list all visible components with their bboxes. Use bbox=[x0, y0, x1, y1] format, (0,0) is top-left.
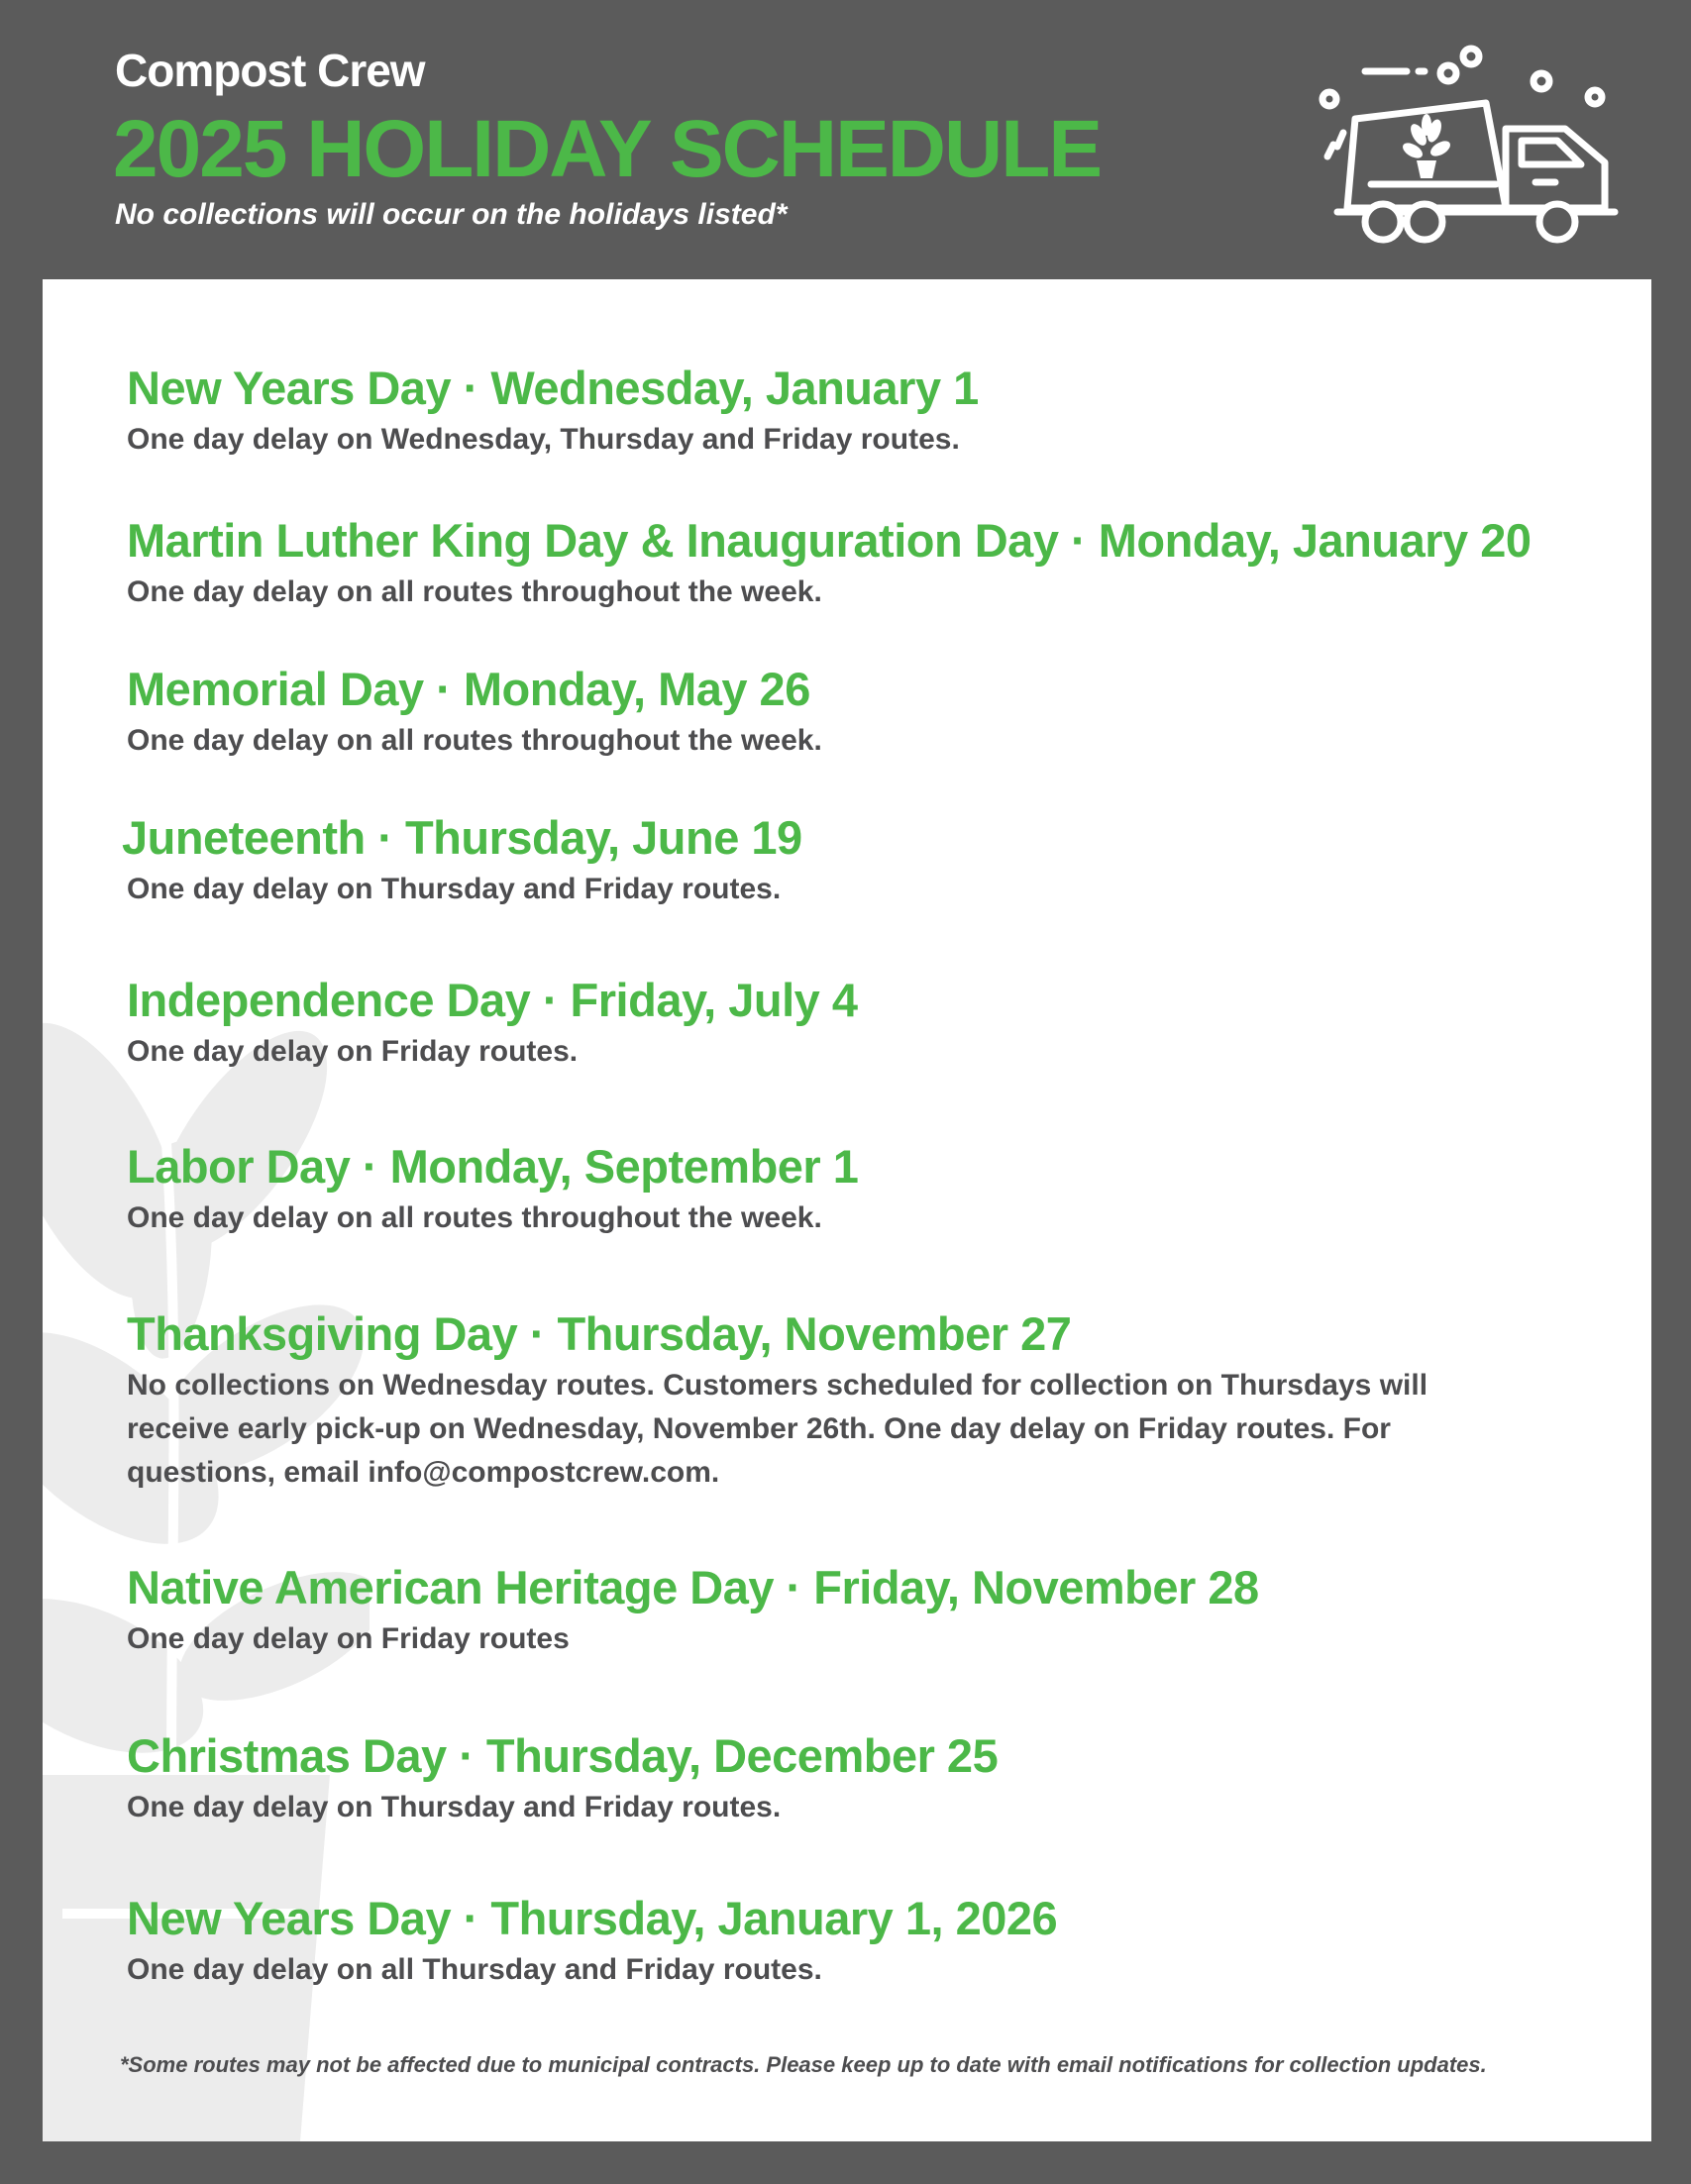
holiday-description: One day delay on all Thursday and Friday routes. bbox=[127, 1953, 822, 1986]
brand-name: Compost Crew bbox=[115, 45, 425, 96]
holiday-description: One day delay on all routes throughout the week. bbox=[127, 575, 822, 608]
holiday-item bbox=[127, 1728, 1613, 1829]
holiday-description: One day delay on Friday routes bbox=[127, 1622, 570, 1655]
holiday-title: Labor Day · Monday, September 1 bbox=[127, 1140, 859, 1193]
holiday-item bbox=[127, 1306, 1613, 1495]
holiday-description: No collections on Wednesday routes. Customers scheduled for collection on Thursdays will receive early pick-up on Wednesday, November 26th. One day delay on Friday routes. For questions, email info@compostcrew.com. bbox=[127, 1369, 1428, 1489]
holiday-title: Native American Heritage Day · Friday, November 28 bbox=[127, 1561, 1259, 1613]
holiday-title: Juneteenth · Thursday, June 19 bbox=[122, 811, 802, 864]
holiday-title: Martin Luther King Day & Inauguration Day · Monday, January 20 bbox=[127, 514, 1532, 567]
header bbox=[0, 0, 1691, 279]
holiday-item bbox=[122, 810, 1608, 911]
holiday-description: One day delay on Wednesday, Thursday and Friday routes. bbox=[127, 423, 960, 456]
holiday-title: New Years Day · Wednesday, January 1 bbox=[127, 362, 979, 414]
holiday-description: One day delay on Thursday and Friday routes. bbox=[127, 873, 782, 905]
holiday-description: One day delay on all routes throughout the week. bbox=[127, 724, 822, 757]
holiday-description: One day delay on Friday routes. bbox=[127, 1035, 579, 1068]
holiday-description: One day delay on Thursday and Friday routes. bbox=[127, 1791, 782, 1823]
holiday-item bbox=[127, 973, 1613, 1074]
holiday-description: One day delay on all routes throughout the week. bbox=[127, 1201, 822, 1234]
compost-truck-icon bbox=[1308, 38, 1625, 258]
page-title: 2025 HOLIDAY SCHEDULE bbox=[113, 104, 1102, 194]
holiday-title: Christmas Day · Thursday, December 25 bbox=[127, 1729, 999, 1782]
holiday-item bbox=[127, 1891, 1613, 1992]
holiday-item bbox=[127, 1139, 1613, 1240]
holiday-item bbox=[127, 1560, 1613, 1661]
holiday-item bbox=[127, 513, 1613, 614]
footnote: *Some routes may not be affected due to municipal contracts. Please keep up to date with email notifications for collection updates. bbox=[120, 2052, 1487, 2077]
holiday-title: Independence Day · Friday, July 4 bbox=[127, 974, 858, 1026]
schedule-panel bbox=[43, 279, 1651, 2141]
holiday-title: Memorial Day · Monday, May 26 bbox=[127, 663, 810, 715]
holiday-title: Thanksgiving Day · Thursday, November 27 bbox=[127, 1307, 1072, 1360]
page-subtitle: No collections will occur on the holidays listed* bbox=[115, 198, 788, 231]
holiday-item bbox=[127, 662, 1613, 763]
holiday-item bbox=[127, 361, 1613, 462]
holiday-title: New Years Day · Thursday, January 1, 2026 bbox=[127, 1892, 1058, 1944]
